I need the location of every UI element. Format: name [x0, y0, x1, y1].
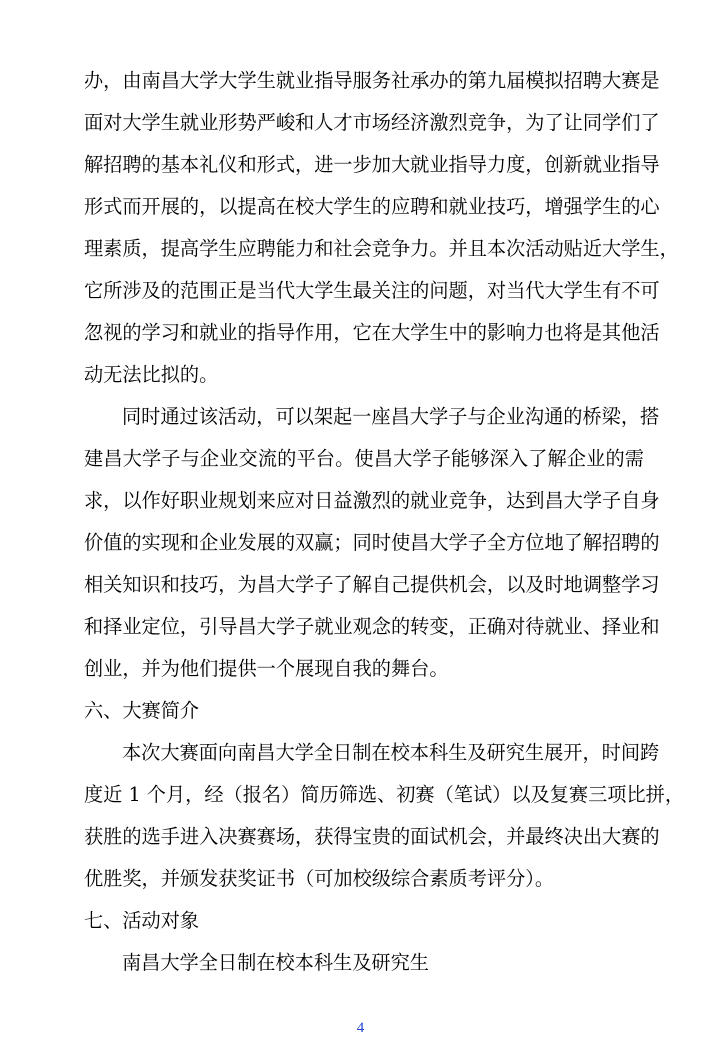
paragraph-line: 创业，并为他们提供一个展现自我的舞台。: [84, 657, 449, 680]
paragraph-line: 南昌大学全日制在校本科生及研究生: [122, 951, 429, 974]
page-number: 4: [356, 1020, 365, 1036]
paragraph-line: 价值的实现和企业发展的双赢；同时使昌大学子全方位地了解招聘的: [84, 531, 660, 554]
section-heading: 七、活动对象: [84, 909, 200, 932]
paragraph-line: 面对大学生就业形势严峻和人才市场经济激烈竞争，为了让同学们了: [84, 111, 660, 134]
paragraph-line: 本次大赛面向南昌大学全日制在校本科生及研究生展开，时间跨: [122, 741, 660, 764]
paragraph-line: 动无法比拟的。: [84, 363, 219, 386]
paragraph-line: 同时通过该活动，可以架起一座昌大学子与企业沟通的桥梁，搭: [122, 405, 660, 428]
paragraph-line: 获胜的选手进入决赛赛场，获得宝贵的面试机会，并最终决出大赛的: [84, 825, 660, 848]
paragraph-line: 度近 1 个月，经（报名）简历筛选、初赛（笔试）以及复赛三项比拼，: [84, 783, 685, 806]
paragraph-line: 和择业定位，引导昌大学子就业观念的转变，正确对待就业、择业和: [84, 615, 660, 638]
paragraph-line: 优胜奖，并颁发获奖证书（可加校级综合素质考评分）。: [84, 867, 555, 890]
paragraph-line: 相关知识和技巧，为昌大学子了解自己提供机会，以及时地调整学习: [84, 573, 660, 596]
paragraph-line: 理素质，提高学生应聘能力和社会竞争力。并且本次活动贴近大学生，: [84, 237, 679, 260]
paragraph-line: 办，由南昌大学大学生就业指导服务社承办的第九届模拟招聘大赛是: [84, 69, 660, 92]
paragraph-line: 它所涉及的范围正是当代大学生最关注的问题，对当代大学生有不可: [84, 279, 660, 302]
section-heading: 六、大赛简介: [84, 699, 200, 722]
paragraph-line: 忽视的学习和就业的指导作用，它在大学生中的影响力也将是其他活: [84, 321, 660, 344]
paragraph-line: 建昌大学子与企业交流的平台。使昌大学子能够深入了解企业的需: [84, 447, 644, 470]
paragraph-line: 形式而开展的，以提高在校大学生的应聘和就业技巧，增强学生的心: [84, 195, 660, 218]
paragraph-line: 求，以作好职业规划来应对日益激烈的就业竞争，达到昌大学子自身: [84, 489, 660, 512]
paragraph-line: 解招聘的基本礼仪和形式，进一步加大就业指导力度，创新就业指导: [84, 153, 660, 176]
